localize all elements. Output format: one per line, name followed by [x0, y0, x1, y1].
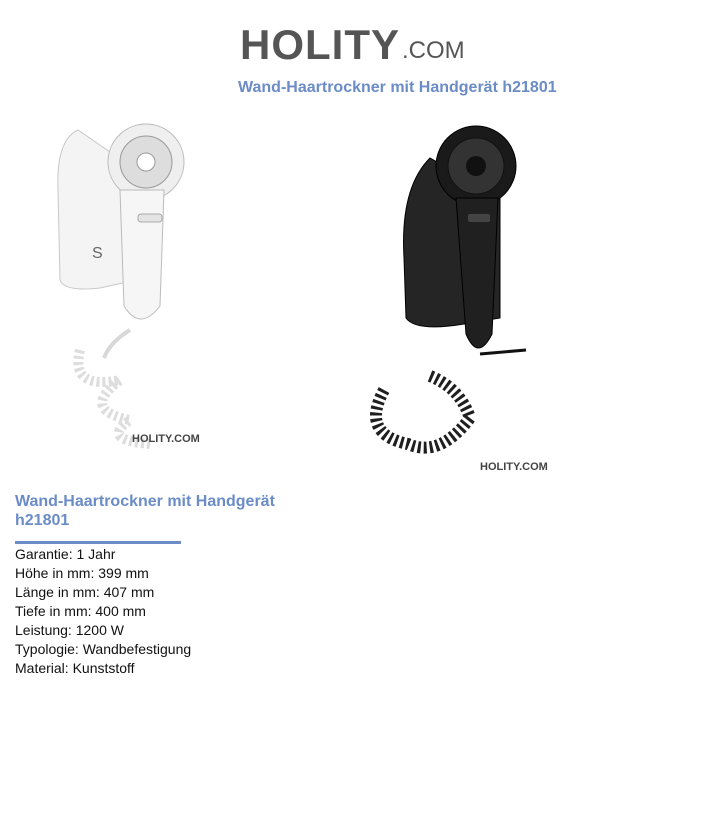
page-title: Wand-Haartrockner mit Handgerät h21801: [238, 79, 557, 96]
spec-item-tiefe: Tiefe in mm: 400 mm: [15, 603, 146, 619]
spec-item-typologie: Typologie: Wandbefestigung: [15, 641, 192, 657]
holity-logo[interactable]: [240, 14, 480, 66]
spec-item-garantie: Garantie: 1 Jahr: [15, 546, 116, 562]
spec-list: [15, 545, 191, 678]
white-image-watermark: HOLITY.COM: [132, 433, 200, 445]
black-hair-dryer-image: [360, 118, 550, 478]
logo-suffix: .COM: [402, 37, 465, 64]
title-divider: [15, 541, 181, 544]
svg-text:S: S: [92, 245, 103, 262]
spec-item-hoehe: Höhe in mm: 399 mm: [15, 565, 149, 581]
black-image-watermark: HOLITY.COM: [480, 461, 548, 473]
product-title: Wand-Haartrockner mit Handgerät h21801: [15, 493, 275, 529]
spec-item-laenge: Länge in mm: 407 mm: [15, 584, 155, 600]
logo-wordmark: HOLITY: [240, 21, 400, 68]
white-hair-dryer-image: [40, 120, 220, 460]
spec-item-material: Material: Kunststoff: [15, 660, 135, 676]
spec-item-leistung: Leistung: 1200 W: [15, 622, 124, 638]
